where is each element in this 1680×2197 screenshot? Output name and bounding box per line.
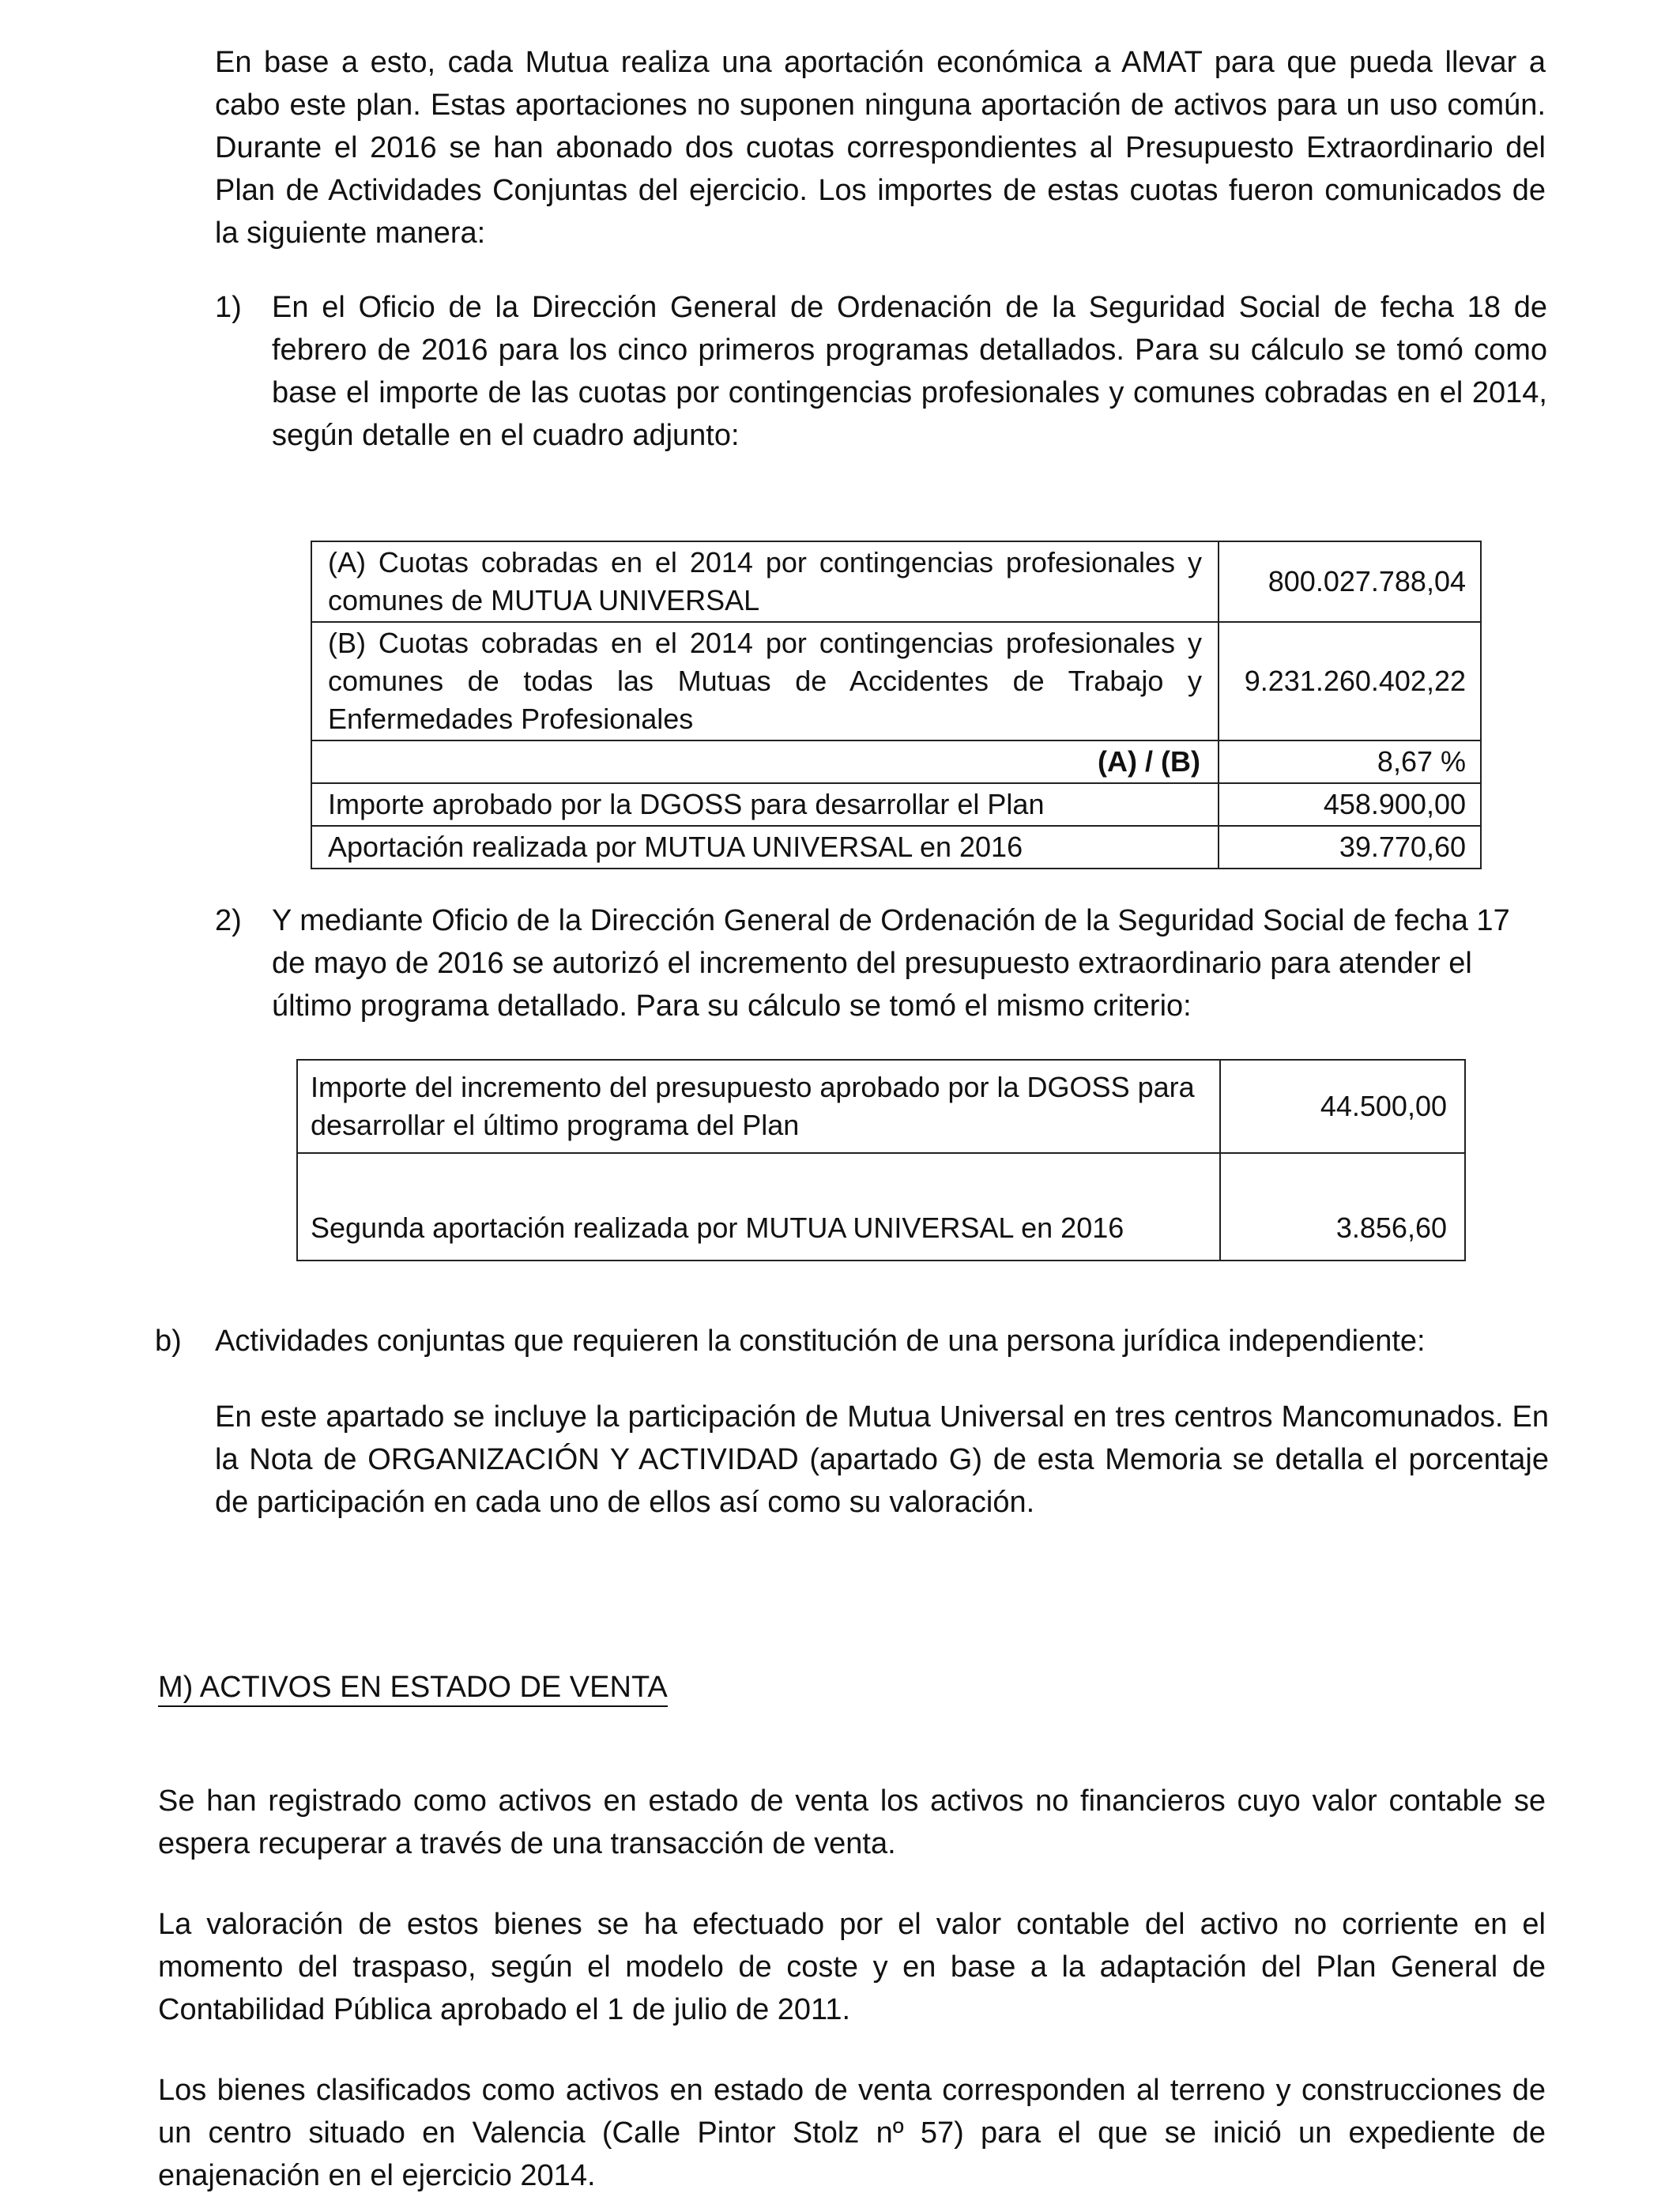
- item-text: Y mediante Oficio de la Dirección General de Ordenación de la Seguridad Social de fecha 17 de mayo de 2016 se autorizó el incremento del presupuesto extraordinario para atender el último programa detallado. Para su cálculo se tomó el mismo criterio:: [272, 904, 1510, 1023]
- section-m-paragraph-2: La valoración de estos bienes se ha efectuado por el valor contable del activo no corriente en el momento del traspaso, según el modelo de coste y en base a la adaptación del Plan General de Contabilidad Pública aprobado el 1 de julio de 2011.: [158, 1908, 1546, 2026]
- section-letter: b): [155, 1325, 182, 1358]
- row-label: (A) Cuotas cobradas en el 2014 por contingencias profesionales y comunes de MUTUA UNIVERSAL: [311, 541, 1219, 622]
- table-row: [297, 1153, 1465, 1261]
- table-row: [297, 1060, 1465, 1153]
- item-number: 2): [215, 904, 242, 937]
- ratio-value: 8,67 %: [1219, 740, 1481, 783]
- row-value: 44.500,00: [1220, 1060, 1465, 1153]
- row-value: 39.770,60: [1219, 826, 1481, 869]
- intro-paragraph: En base a esto, cada Mutua realiza una aportación económica a AMAT para que pueda llevar a cabo este plan. Estas aportaciones no suponen ninguna aportación de activos para un uso común. Durante el 2016 se han abonado dos cuotas correspondientes al Presupuesto Extraordinario del Plan de Actividades Conjuntas del ejercicio. Los importes de estas cuotas fueron comunicados de la siguiente manera:: [215, 46, 1546, 250]
- numbered-item-2: [215, 899, 1547, 1027]
- row-value: 458.900,00: [1219, 783, 1481, 826]
- row-label: Importe del incremento del presupuesto aprobado por la DGOSS para desarrollar el último programa del Plan: [297, 1060, 1220, 1153]
- ratio-label: (A) / (B): [311, 740, 1219, 783]
- row-value: 800.027.788,04: [1219, 541, 1481, 622]
- row-value: 9.231.260.402,22: [1219, 622, 1481, 740]
- row-value: 3.856,60: [1220, 1153, 1465, 1261]
- row-label: Segunda aportación realizada por MUTUA UNIVERSAL en 2016: [297, 1153, 1220, 1261]
- row-label: Importe aprobado por la DGOSS para desarrollar el Plan: [311, 783, 1219, 826]
- contribution-calculation-table: [311, 541, 1482, 869]
- numbered-item-1: [215, 286, 1547, 457]
- row-label: Aportación realizada por MUTUA UNIVERSAL en 2016: [311, 826, 1219, 869]
- section-m-heading-text: M) ACTIVOS EN ESTADO DE VENTA: [158, 1671, 668, 1707]
- row-label: (B) Cuotas cobradas en el 2014 por contingencias profesionales y comunes de todas las Mutuas de Accidentes de Trabajo y Enfermedades Profesionales: [311, 622, 1219, 740]
- budget-increase-table: [296, 1059, 1466, 1261]
- section-b-description: En este apartado se incluye la participación de Mutua Universal en tres centros Mancomunados. En la Nota de ORGANIZACIÓN Y ACTIVIDAD (apartado G) de esta Memoria se detalla el porcentaje de participación en cada uno de ellos así como su valoración.: [215, 1400, 1549, 1519]
- section-m-paragraph-1: Se han registrado como activos en estado de venta los activos no financieros cuyo valor contable se espera recuperar a través de una transacción de venta.: [158, 1784, 1546, 1860]
- item-number: 1): [215, 291, 242, 324]
- table-row: [311, 541, 1481, 622]
- table-row: [311, 826, 1481, 869]
- table-row: [311, 740, 1481, 783]
- section-b-body: [215, 1320, 1549, 1524]
- section-b-title: Actividades conjuntas que requieren la constitución de una persona jurídica independiente:: [215, 1325, 1426, 1358]
- table-row: [311, 783, 1481, 826]
- section-b: [155, 1320, 1549, 1524]
- section-m-heading: [158, 1666, 668, 1709]
- item-text: En el Oficio de la Dirección General de Ordenación de la Seguridad Social de fecha 18 de febrero de 2016 para los cinco primeros programas detallados. Para su cálculo se tomó como base el importe de las cuotas por contingencias profesionales y comunes cobradas en el 2014, según detalle en el cuadro adjunto:: [272, 291, 1547, 452]
- section-m-paragraph-3: Los bienes clasificados como activos en estado de venta corresponden al terreno y construcciones de un centro situado en Valencia (Calle Pintor Stolz nº 57) para el que se inició un expediente de enajenación en el ejercicio 2014.: [158, 2074, 1546, 2192]
- table-row: [311, 622, 1481, 740]
